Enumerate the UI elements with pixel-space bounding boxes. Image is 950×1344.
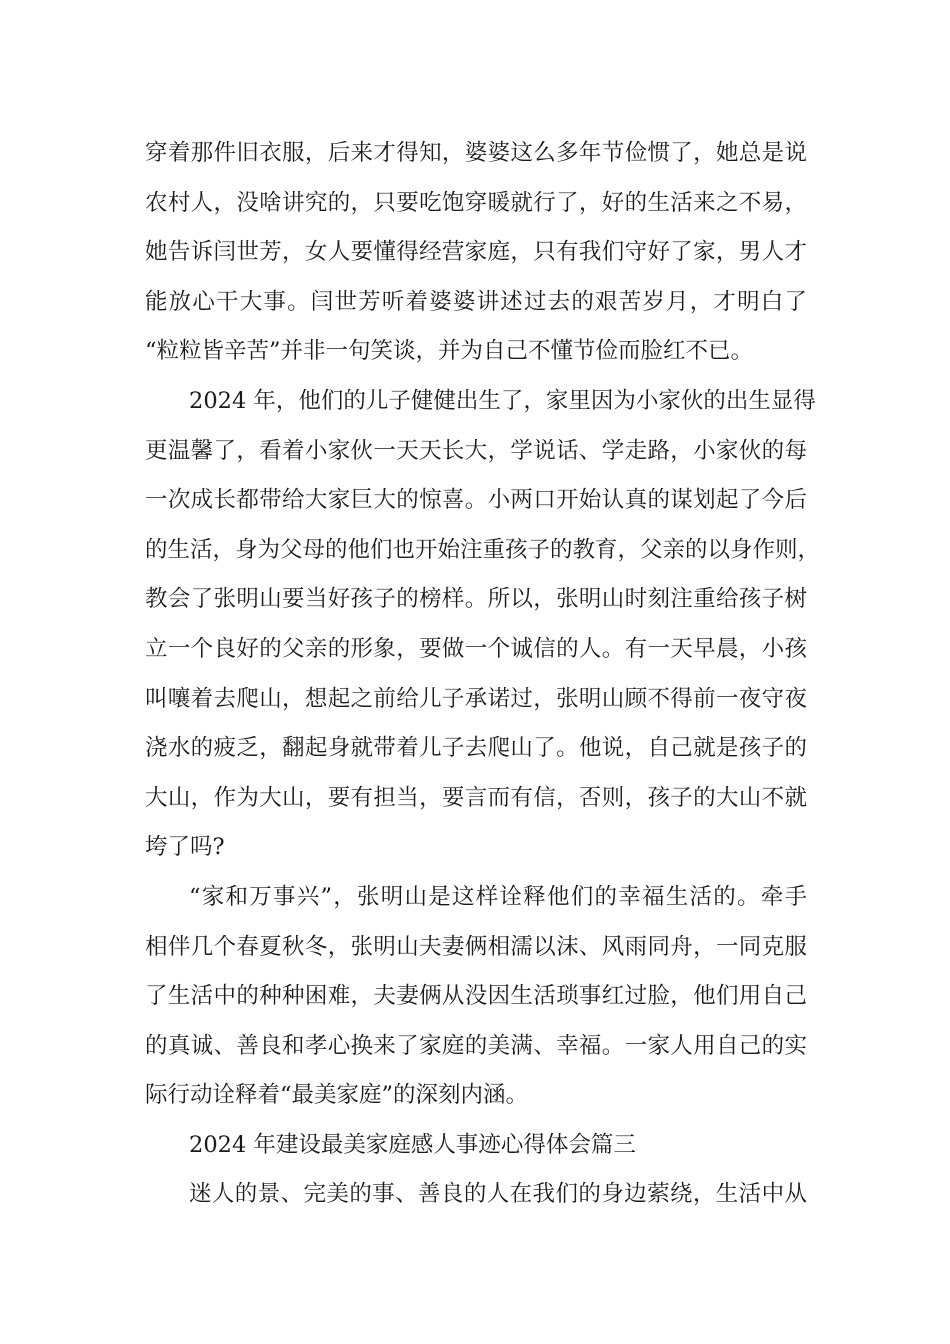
paragraph-line: 教会了张明山要当好孩子的榜样。所以，张明山时刻注重给孩子树 <box>145 586 807 613</box>
paragraph-line: “粒粒皆辛苦”并非一句笑谈，并为自己不懂节俭而脸红不已。 <box>145 338 754 365</box>
paragraph-line: 了生活中的种种困难，夫妻俩从没因生活琐事红过脸，他们用自己 <box>145 983 807 1010</box>
section-heading: 2024 年建设最美家庭感人事迹心得体会篇三 <box>189 1131 636 1158</box>
paragraph-line: 的真诚、善良和孝心换来了家庭的美满、幸福。一家人用自己的实 <box>145 1032 807 1059</box>
paragraph-line: 迷人的景、完美的事、善良的人在我们的身边萦绕，生活中从 <box>189 1181 807 1208</box>
paragraph-line: “家和万事兴”，张明山是这样诠释他们的幸福生活的。牵手 <box>189 883 807 910</box>
paragraph-line: 叫嚷着去爬山，想起之前给儿子承诺过，张明山顾不得前一夜守夜 <box>145 685 807 712</box>
paragraph-line: 2024 年，他们的儿子健健出生了，家里因为小家伙的出生显得 <box>189 387 816 414</box>
paragraph-line: 更温馨了，看着小家伙一天天长大，学说话、学走路，小家伙的每 <box>145 437 807 464</box>
paragraph-line: 农村人，没啥讲究的，只要吃饱穿暖就行了，好的生活来之不易， <box>145 189 807 216</box>
paragraph-line: 大山，作为大山，要有担当，要言而有信，否则，孩子的大山不就 <box>145 784 807 811</box>
paragraph-line: 相伴几个春夏秋冬，张明山夫妻俩相濡以沫、风雨同舟，一同克服 <box>145 933 807 960</box>
paragraph-line: 能放心干大事。闫世芳听着婆婆讲述过去的艰苦岁月，才明白了 <box>145 288 807 315</box>
paragraph-line: 她告诉闫世芳，女人要懂得经营家庭，只有我们守好了家，男人才 <box>145 239 807 266</box>
body-text <box>145 129 821 1220</box>
paragraph-line: 穿着那件旧衣服，后来才得知，婆婆这么多年节俭惯了，她总是说 <box>145 140 807 166</box>
paragraph-line: 立一个良好的父亲的形象，要做一个诚信的人。有一天早晨，小孩 <box>145 635 807 662</box>
paragraph-line: 垮了吗? <box>145 834 225 861</box>
paragraph-line: 的生活，身为父母的他们也开始注重孩子的教育，父亲的以身作则， <box>145 536 821 563</box>
paragraph-line: 际行动诠释着“最美家庭”的深刻内涵。 <box>145 1082 529 1109</box>
paragraph-line: 一次成长都带给大家巨大的惊喜。小两口开始认真的谋划起了今后 <box>145 487 807 514</box>
paragraph-line: 浇水的疲乏，翻起身就带着儿子去爬山了。他说，自己就是孩子的 <box>145 735 807 762</box>
